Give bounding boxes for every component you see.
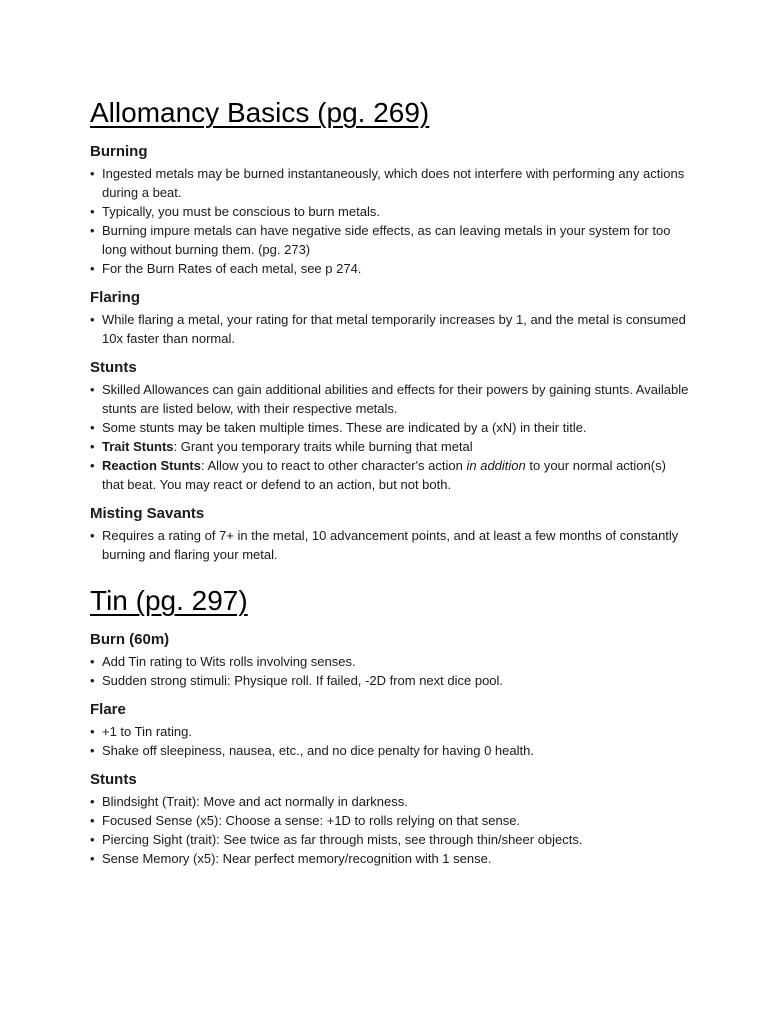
tin-flare-heading: Flare [90,701,126,718]
reaction-stunts-label: Reaction Stunts [102,458,201,473]
reaction-stunts-emphasis: in addition [466,458,526,473]
stunts-list [90,380,690,494]
flaring-heading: Flaring [90,289,141,306]
misting-savants-list [90,526,690,564]
reaction-stunts-text-b: to your normal action(s) that beat. You may react or defend to an action, but not both. [102,458,666,492]
reaction-stunts-text-a: : Allow you to react to other character's action [200,458,467,473]
tin-stunts-list [90,792,690,868]
list-item: • Sudden strong stimuli: Physique roll. If failed, -2D from next dice pool. [90,671,690,690]
list-item: • Burning impure metals can have negative side effects, as can leaving metals in your system for too long without burning them. (pg. 273) [90,221,690,259]
allomancy-basics-title: Allomancy Basics (pg. 269) [90,97,430,128]
trait-stunts-text: : Grant you temporary traits while burning that metal [173,439,473,454]
trait-stunts-item [90,437,690,456]
list-item: • Shake off sleepiness, nausea, etc., and no dice penalty for having 0 health. [90,741,690,760]
list-item: • Requires a rating of 7+ in the metal, 10 advancement points, and at least a few months of constantly burning and flaring your metal. [90,526,690,564]
list-item: • Skilled Allowances can gain additional abilities and effects for their powers by gaining stunts. Available stunts are listed below, with their respective metals. [90,380,690,418]
flaring-section [90,288,690,348]
flaring-list [90,310,690,348]
list-item: • Ingested metals may be burned instantaneously, which does not interfere with performing any actions during a beat. [90,164,690,202]
stunts-heading: Stunts [90,359,137,376]
list-item: • Piercing Sight (trait): See twice as far through mists, see through thin/sheer objects. [90,830,690,849]
tin-stunts-heading: Stunts [90,771,137,788]
misting-savants-section [90,504,690,564]
list-item: • Blindsight (Trait): Move and act normally in darkness. [90,792,690,811]
document-page [90,94,690,874]
stunts-section [90,358,690,494]
burning-heading: Burning [90,143,148,160]
burning-list [90,164,690,278]
list-item: • Sense Memory (x5): Near perfect memory/recognition with 1 sense. [90,849,690,868]
list-item: • For the Burn Rates of each metal, see p 274. [90,259,690,278]
burning-section [90,142,690,278]
tin-title: Tin (pg. 297) [90,585,248,616]
tin-stunts-section [90,770,690,868]
tin-burn-list [90,652,690,690]
list-item: • While flaring a metal, your rating for that metal temporarily increases by 1, and the metal is consumed 10x faster than normal. [90,310,690,348]
tin-flare-list [90,722,690,760]
trait-stunts-label: Trait Stunts [102,439,174,454]
list-item: • Some stunts may be taken multiple times. These are indicated by a (xN) in their title. [90,418,690,437]
list-item: • Typically, you must be conscious to burn metals. [90,202,690,221]
reaction-stunts-item [90,456,690,494]
list-item: • Add Tin rating to Wits rolls involving senses. [90,652,690,671]
list-item: • +1 to Tin rating. [90,722,690,741]
list-item: • Focused Sense (x5): Choose a sense: +1D to rolls relying on that sense. [90,811,690,830]
misting-savants-heading: Misting Savants [90,505,205,522]
tin-burn-heading: Burn (60m) [90,631,170,648]
tin-flare-section [90,700,690,760]
tin-burn-section [90,630,690,690]
